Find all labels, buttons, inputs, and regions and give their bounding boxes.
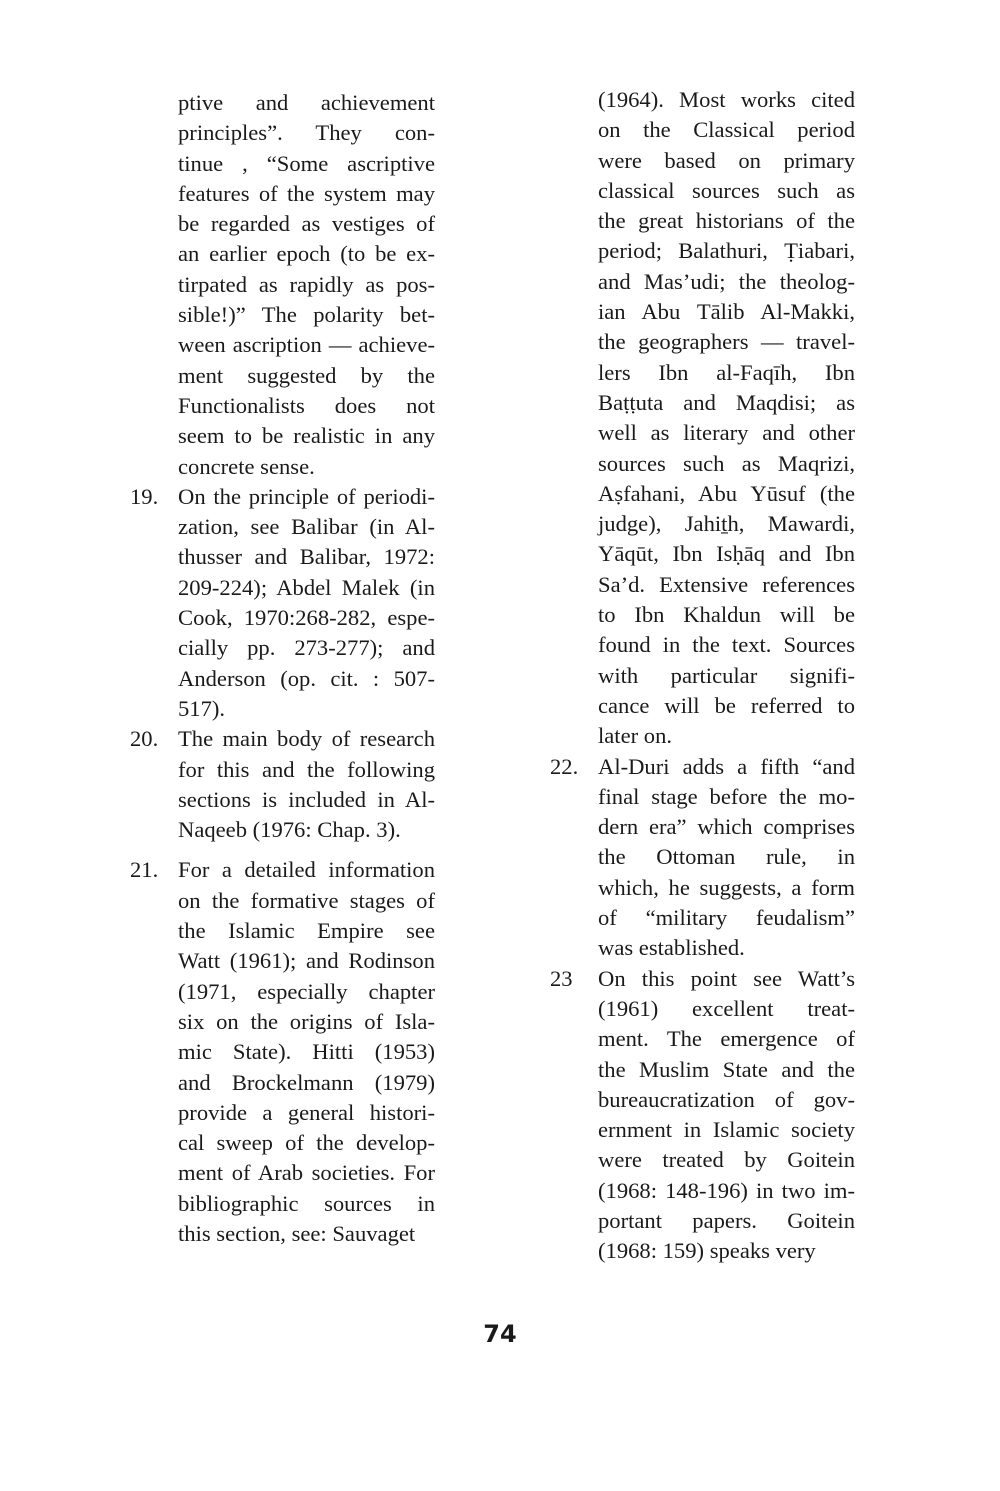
text-line: on the Classical period <box>598 117 855 143</box>
text-line: bibliographic sources in <box>178 1190 435 1216</box>
text-line: and Mas’udi; the theolog- <box>598 268 855 294</box>
text-line: sible!)” The polarity bet- <box>178 302 435 328</box>
text-line: well as literary and other <box>598 420 855 446</box>
text-line: (1971, especially chapter <box>178 978 435 1004</box>
text-line: Anderson (op. cit. : 507- <box>178 665 435 691</box>
text-line: the geographers — travel- <box>598 329 855 355</box>
text-line: found in the text. Sources <box>598 632 855 658</box>
text-line: which, he suggests, a form <box>598 874 855 900</box>
text-line: sections is included in Al- <box>178 786 435 812</box>
page-number: 74 <box>483 1320 517 1348</box>
footnote <box>130 482 435 724</box>
left-intro-paragraph <box>130 88 435 482</box>
left-notes <box>130 482 435 1249</box>
text-line: judge), Jahiṯh, Mawardi, <box>598 511 855 537</box>
text-line: Sa’d. Extensive references <box>598 571 855 597</box>
text-line: 517). <box>178 695 226 721</box>
text-line: provide a general histori- <box>178 1099 435 1125</box>
text-line: 209-224); Abdel Malek (in <box>178 574 435 600</box>
text-line: were treated by Goitein <box>598 1147 855 1173</box>
text-line: ment of Arab societies. For <box>178 1160 435 1186</box>
text-line: For a detailed information <box>178 857 435 883</box>
text-line: with particular signifi- <box>598 662 855 688</box>
text-line: principles”. They con- <box>178 120 435 146</box>
text-line: ween ascription — achieve- <box>178 332 435 358</box>
text-line: this section, see: Sauvaget <box>178 1220 416 1246</box>
text-line: cance will be referred to <box>598 692 855 718</box>
text-line: ment. The emergence of <box>598 1026 855 1052</box>
text-line: ian Abu Tālib Al-Makki, <box>598 299 855 325</box>
text-line: and Brockelmann (1979) <box>178 1069 435 1095</box>
text-line: (1964). Most works cited <box>598 87 855 112</box>
text-line: lers Ibn al-Faqīh, Ibn <box>598 359 855 385</box>
text-line: (1968: 159) speaks very <box>598 1238 816 1264</box>
text-line: to Ibn Khaldun will be <box>598 602 855 628</box>
text-line: classical sources such as <box>598 177 855 203</box>
text-line: an earlier epoch (to be ex- <box>178 241 435 267</box>
footnote <box>550 964 855 1267</box>
text-line: Aṣfahani, Abu Yūsuf (the <box>598 480 855 506</box>
text-line: zation, see Balibar (in Al- <box>178 514 435 540</box>
footnote-number: 19. <box>130 483 159 509</box>
text-line: period; Balathuri, Ṭiabari, <box>598 238 855 264</box>
text-line: bureaucratization of gov- <box>598 1086 855 1112</box>
text-line: mic State). Hitti (1953) <box>178 1039 435 1065</box>
text-line: six on the origins of Isla- <box>178 1008 435 1034</box>
text-line: Yāqūt, Ibn Isḥāq and Ibn <box>598 541 855 567</box>
text-line: later on. <box>598 723 673 749</box>
text-line: was established. <box>598 935 745 961</box>
left-column <box>130 88 435 1249</box>
text-line: Baṭṭuta and Maqdisi; as <box>598 389 855 415</box>
text-line: seem to be realistic in any <box>178 423 435 449</box>
text-line: dern era” which comprises <box>598 814 855 840</box>
footnote-number: 20. <box>130 726 159 752</box>
text-line: (1961) excellent treat- <box>598 995 855 1021</box>
text-line: ptive and achievement <box>178 90 435 115</box>
text-line: portant papers. Goitein <box>598 1207 855 1233</box>
text-line: (1968: 148-196) in two im- <box>598 1177 855 1203</box>
text-line: for this and the following <box>178 756 435 782</box>
text-line: Naqeeb (1976: Chap. 3). <box>178 817 401 843</box>
text-line: cal sweep of the develop- <box>178 1130 435 1156</box>
text-line: were based on primary <box>598 147 855 173</box>
footnote-number: 22. <box>550 753 579 779</box>
text-line: features of the system may <box>178 180 435 206</box>
right-notes <box>550 752 855 1267</box>
text-line: The main body of research <box>178 726 435 752</box>
text-line: the great historians of the <box>598 208 855 234</box>
text-line: the Ottoman rule, in <box>598 844 855 870</box>
text-line: concrete sense. <box>178 453 315 479</box>
footnote-number: 23 <box>550 965 573 991</box>
text-line: sources such as Maqrizi, <box>598 450 855 476</box>
text-line: on the formative stages of <box>178 887 435 913</box>
text-line: the Islamic Empire see <box>178 918 435 944</box>
footnote-number: 21. <box>130 857 159 883</box>
text-line: cially pp. 273-277); and <box>178 635 435 661</box>
text-line: ment suggested by the <box>178 362 435 388</box>
text-line: the Muslim State and the <box>598 1056 855 1082</box>
text-line: On this point see Watt’s <box>598 965 855 991</box>
text-line: be regarded as vestiges of <box>178 211 435 237</box>
footnote <box>130 724 435 845</box>
text-line: of “military feudalism” <box>598 905 855 931</box>
text-line: final stage before the mo- <box>598 783 855 809</box>
text-line: tinue , “Some ascriptive <box>178 150 435 176</box>
text-line: thusser and Balibar, 1972: <box>178 544 435 570</box>
text-line: ernment in Islamic society <box>598 1117 855 1143</box>
text-line: tirpated as rapidly as pos- <box>178 271 435 297</box>
footnote <box>550 752 855 964</box>
text-line: Cook, 1970:268-282, espe- <box>178 605 435 631</box>
footnote <box>130 855 435 1249</box>
text-line: On the principle of periodi- <box>178 483 435 509</box>
right-column <box>550 85 855 1267</box>
right-intro-paragraph <box>550 85 855 752</box>
text-line: Al-Duri adds a fifth “and <box>598 753 855 779</box>
text-line: Functionalists does not <box>178 392 435 418</box>
text-line: Watt (1961); and Rodinson <box>178 948 435 974</box>
